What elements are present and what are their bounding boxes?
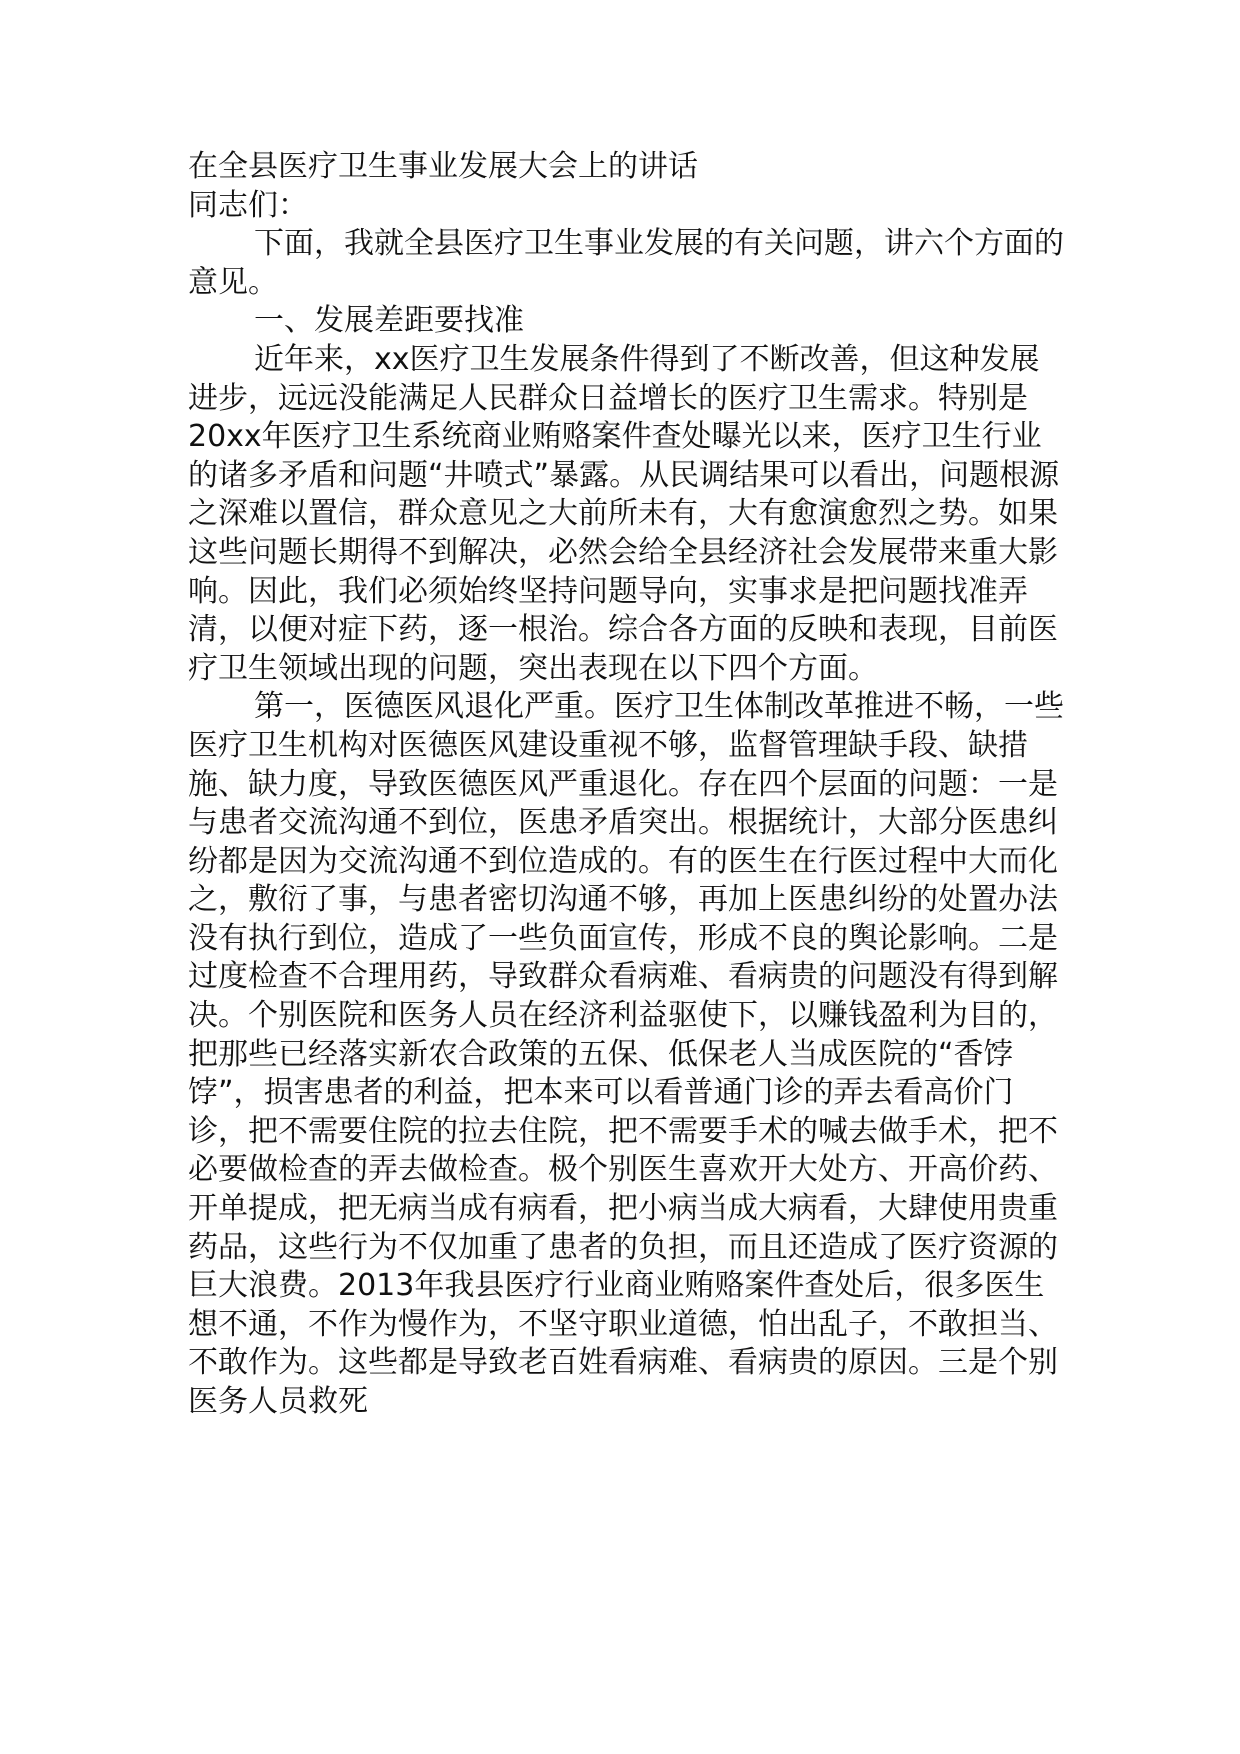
intro-paragraph: 下面，我就全县医疗卫生事业发展的有关问题，讲六个方面的意见。 — [188, 226, 1064, 300]
document-page — [188, 148, 1068, 1422]
section-heading-1: 一、发展差距要找准 — [254, 303, 524, 339]
salutation: 同志们： — [188, 187, 308, 223]
body-paragraph-2: 第一，医德医风退化严重。医疗卫生体制改革推进不畅，一些医疗卫生机构对医德医风建设重视不够，监督管理缺手段、缺措施、缺力度，导致医德医风严重退化。存在四个层面的问题：一是与患者交流沟通不到位，医患矛盾突出。根据统计，大部分医患纠纷都是因为交流沟通不到位造成的。有的医生在行医过程中大而化之，敷衍了事，与患者密切沟通不够，再加上医患纠纷的处置办法没有执行到位，造成了一些负面宣传，形成不良的舆论影响。二是过度检查不合理用药，导致群众看病难、看病贵的问题没有得到解决。个别医院和医务人员在经济利益驱使下，以赚钱盈利为目的，把那些已经落实新农合政策的五保、低保老人当成医院的“香饽饽”，损害患者的利益，把本来可以看普通门诊的弄去看高价门诊，把不需要住院的拉去住院，把不需要手术的喊去做手术，把不必要做检查的弄去做检查。极个别医生喜欢开大处方、开高价药、开单提成，把无病当成有病看，把小病当成大病看，大肆使用贵重药品，这些行为不仅加重了患者的负担，而且还造成了医疗资源的巨大浪费。2013年我县医疗行业商业贿赂案件查处后，很多医生想不通，不作为慢作为，不坚守职业道德，怕出乱子，不敢担当、不敢作为。这些都是导致老百姓看病难、看病贵的原因。三是个别医务人员救死 — [188, 689, 1064, 1419]
document-title: 在全县医疗卫生事业发展大会上的讲话 — [188, 149, 698, 184]
body-paragraph-1: 近年来，xx医疗卫生发展条件得到了不断改善，但这种发展进步，远远没能满足人民群众日益增长的医疗卫生需求。特别是20xx年医疗卫生系统商业贿赂案件查处曝光以来，医疗卫生行业的诸多矛盾和问题“井喷式”暴露。从民调结果可以看出，问题根源之深难以置信，群众意见之大前所未有，大有愈演愈烈之势。如果这些问题长期得不到解决，必然会给全县经济社会发展带来重大影响。因此，我们必须始终坚持问题导向，实事求是把问题找准弄清，以便对症下药，逐一根治。综合各方面的反映和表现，目前医疗卫生领域出现的问题，突出表现在以下四个方面。 — [188, 341, 1060, 686]
